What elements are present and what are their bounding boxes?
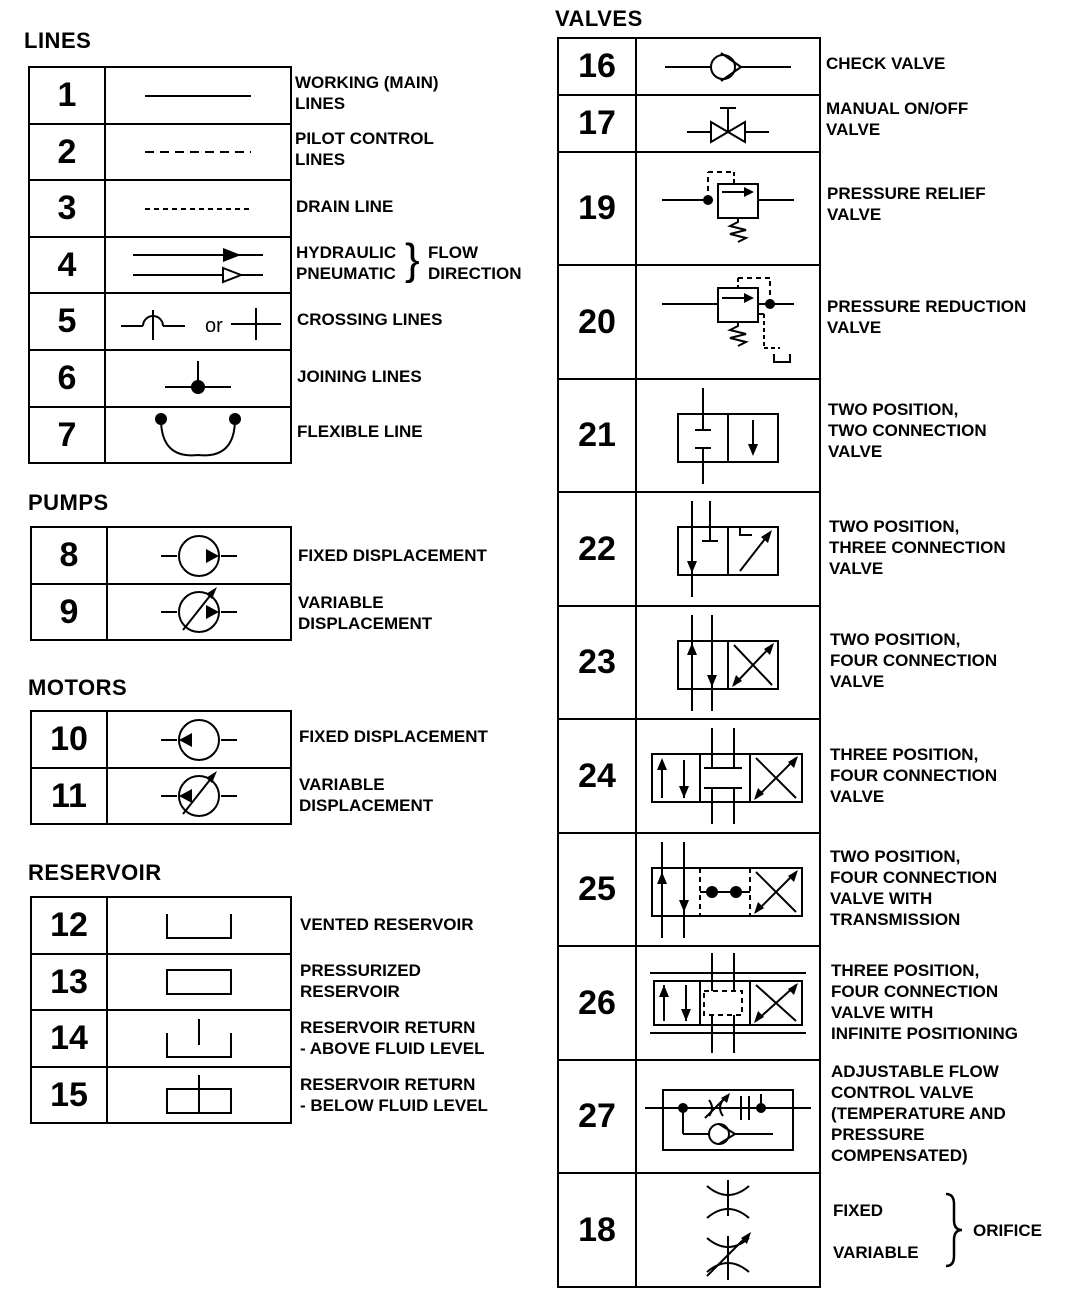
symbol-label: THREE POSITION, FOUR CONNECTION VALVE WITH INFINITE POSITIONING: [831, 961, 1019, 1043]
section-title-valves: VALVES: [555, 6, 643, 31]
symbol-number: 22: [558, 492, 636, 606]
symbol-label: DRAIN LINE: [296, 197, 394, 216]
working-line-symbol: [105, 67, 291, 124]
valve-with-transmission-symbol: [636, 833, 820, 946]
symbol-label: PRESSURE REDUCTION VALVE: [827, 297, 1027, 337]
table-row: [558, 95, 820, 152]
symbol-label: MANUAL ON/OFF VALVE: [826, 99, 969, 139]
symbol-number: 14: [31, 1010, 107, 1067]
symbol-label: ADJUSTABLE FLOW CONTROL VALVE (TEMPERATURE AND PRESSURE COMPENSATED): [831, 1062, 1006, 1165]
symbol-label: TWO POSITION, TWO CONNECTION VALVE: [828, 400, 987, 461]
table-row: [31, 768, 291, 824]
symbol-label: PILOT CONTROL LINES: [295, 129, 434, 169]
symbol-number: 24: [558, 719, 636, 833]
two-pos-two-conn-valve-symbol: [636, 379, 820, 492]
section-title-motors: MOTORS: [28, 675, 128, 700]
return-below-level-symbol: [107, 1067, 291, 1123]
symbol-number: 19: [558, 152, 636, 265]
symbol-number: 20: [558, 265, 636, 379]
table-row: [558, 38, 820, 95]
table-row: [31, 897, 291, 954]
flow-control-valve-symbol: [636, 1060, 820, 1173]
vented-reservoir-symbol: [107, 897, 291, 954]
symbol-number: 10: [31, 711, 107, 768]
pressure-relief-valve-symbol: [636, 152, 820, 265]
drain-line-symbol: [105, 180, 291, 237]
motors-table: [30, 710, 292, 825]
variable-motor-symbol: [107, 768, 291, 824]
table-row: [558, 152, 820, 265]
table-row: [31, 1067, 291, 1123]
two-pos-four-conn-valve-symbol: [636, 606, 820, 719]
section-title-pumps: PUMPS: [28, 490, 109, 515]
symbol-number: 16: [558, 38, 636, 95]
fixed-motor-symbol: [107, 711, 291, 768]
table-row: [558, 492, 820, 606]
symbol-number: 27: [558, 1060, 636, 1173]
flexible-line-symbol: [105, 407, 291, 463]
table-row: [558, 946, 820, 1060]
symbol-label: TWO POSITION, FOUR CONNECTION VALVE: [830, 630, 998, 691]
table-row: [558, 1060, 820, 1173]
symbol-label: FIXED DISPLACEMENT: [298, 546, 487, 565]
valves-table: [557, 37, 821, 1288]
table-row: [31, 584, 291, 640]
symbol-label: THREE POSITION, FOUR CONNECTION VALVE: [830, 745, 998, 806]
table-row: [29, 124, 291, 180]
symbol-label: FIXED DISPLACEMENT: [299, 727, 488, 746]
symbol-number: 5: [29, 293, 105, 350]
pressure-reduction-valve-symbol: [636, 265, 820, 379]
pilot-line-symbol: [105, 124, 291, 180]
symbol-number: 25: [558, 833, 636, 946]
or-text: or: [205, 314, 223, 337]
symbol-number: 21: [558, 379, 636, 492]
symbol-label: VARIABLE DISPLACEMENT: [298, 593, 433, 633]
symbol-number: 9: [31, 584, 107, 640]
symbol-label: CHECK VALVE: [826, 54, 946, 73]
pressurized-reservoir-symbol: [107, 954, 291, 1010]
table-row: [558, 606, 820, 719]
symbol-number: 7: [29, 407, 105, 463]
lines-table: [28, 66, 292, 464]
table-row: [29, 293, 291, 350]
table-row: [558, 833, 820, 946]
orifice-symbol: [636, 1173, 820, 1287]
symbol-label: VENTED RESERVOIR: [300, 915, 474, 934]
fixed-pump-symbol: [107, 527, 291, 584]
symbol-number: 6: [29, 350, 105, 407]
symbol-label: TWO POSITION, FOUR CONNECTION VALVE WITH TRANSMISSION: [830, 847, 998, 929]
symbol-number: 4: [29, 237, 105, 293]
section-title-lines: LINES: [24, 28, 92, 53]
infinite-positioning-valve-symbol: [636, 946, 820, 1060]
symbol-label: FLEXIBLE LINE: [297, 422, 423, 441]
table-row: [29, 237, 291, 293]
table-row: [558, 719, 820, 833]
symbol-label: RESERVOIR RETURN - ABOVE FLUID LEVEL: [300, 1018, 485, 1058]
symbol-label: JOINING LINES: [297, 367, 422, 386]
section-title-reservoir: RESERVOIR: [28, 860, 162, 885]
table-row: [31, 1010, 291, 1067]
table-row: [29, 407, 291, 463]
table-row: [29, 350, 291, 407]
symbol-label: TWO POSITION, THREE CONNECTION VALVE: [829, 517, 1006, 578]
symbol-label: FLOW DIRECTION: [428, 243, 522, 283]
joining-lines-symbol: [105, 350, 291, 407]
reservoir-table: [30, 896, 292, 1124]
table-row: [31, 527, 291, 584]
symbol-label: PRESSURE RELIEF VALVE: [827, 184, 986, 224]
symbol-number: 13: [31, 954, 107, 1010]
pumps-table: [30, 526, 292, 641]
symbol-label: HYDRAULIC PNEUMATIC: [296, 243, 397, 283]
symbol-label: ORIFICE: [973, 1221, 1042, 1240]
three-pos-four-conn-valve-symbol: [636, 719, 820, 833]
symbol-number: 1: [29, 67, 105, 124]
symbol-number: 3: [29, 180, 105, 237]
table-row: [31, 954, 291, 1010]
variable-pump-symbol: [107, 584, 291, 640]
symbol-number: 18: [558, 1173, 636, 1287]
check-valve-symbol: [636, 38, 820, 95]
symbol-label: WORKING (MAIN) LINES: [295, 73, 439, 113]
symbol-label: PRESSURIZED RESERVOIR: [300, 961, 421, 1001]
table-row: [558, 1173, 820, 1287]
two-pos-three-conn-valve-symbol: [636, 492, 820, 606]
return-above-level-symbol: [107, 1010, 291, 1067]
table-row: [29, 180, 291, 237]
crossing-lines-symbol: [105, 293, 291, 350]
brace-icon: [940, 1190, 964, 1270]
brace-icon: }: [405, 235, 420, 284]
table-row: [558, 265, 820, 379]
symbol-label: CROSSING LINES: [297, 310, 443, 329]
symbol-number: 23: [558, 606, 636, 719]
symbol-label: VARIABLE: [833, 1243, 919, 1262]
flow-direction-symbol: [105, 237, 291, 293]
symbol-number: 8: [31, 527, 107, 584]
symbol-number: 17: [558, 95, 636, 152]
symbol-number: 26: [558, 946, 636, 1060]
manual-valve-symbol: [636, 95, 820, 152]
table-row: [558, 379, 820, 492]
symbol-label: VARIABLE DISPLACEMENT: [299, 775, 434, 815]
symbol-number: 15: [31, 1067, 107, 1123]
symbol-number: 2: [29, 124, 105, 180]
table-row: [31, 711, 291, 768]
symbol-number: 12: [31, 897, 107, 954]
table-row: [29, 67, 291, 124]
symbol-label: RESERVOIR RETURN - BELOW FLUID LEVEL: [300, 1075, 488, 1115]
symbol-number: 11: [31, 768, 107, 824]
symbol-label: FIXED: [833, 1201, 884, 1220]
